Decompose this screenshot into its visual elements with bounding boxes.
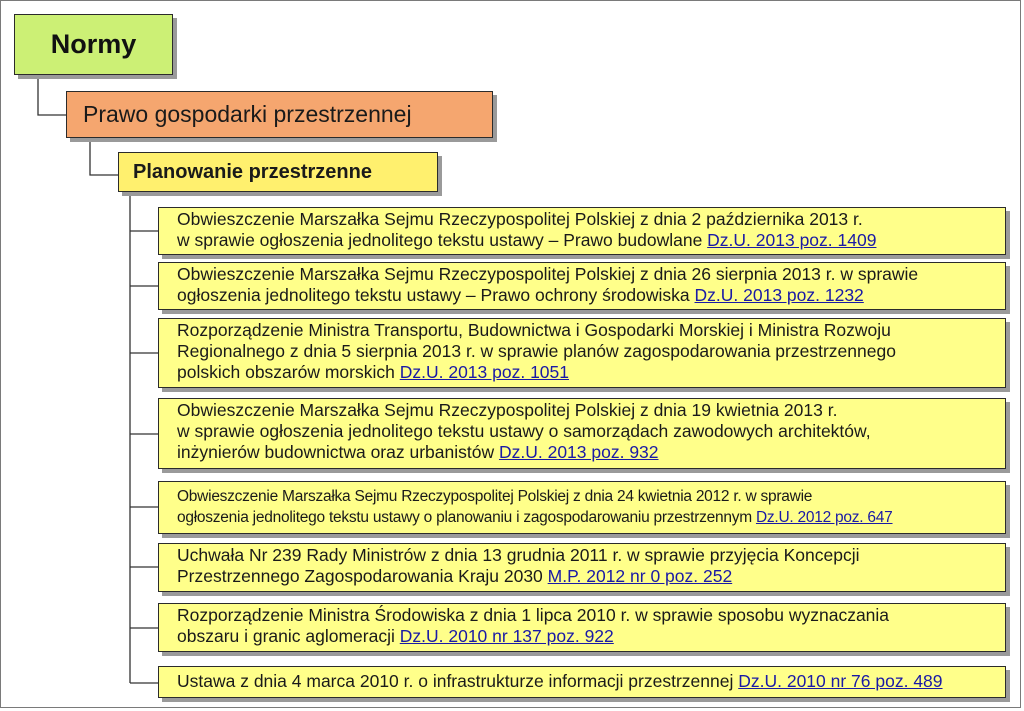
subcategory-node: Planowanie przestrzenne [118, 152, 438, 192]
document-text-line: polskich obszarów morskich Dz.U. 2013 poz. 1051 [177, 362, 569, 382]
document-item [158, 318, 1006, 388]
document-text-line: obszaru i granic aglomeracji Dz.U. 2010 nr 137 poz. 922 [177, 626, 614, 646]
document-text-line: Uchwała Nr 239 Rady Ministrów z dnia 13 grudnia 2011 r. w sprawie przyjęcia Koncepcji [177, 545, 860, 565]
document-item [158, 398, 1006, 469]
document-text-line: inżynierów budownictwa oraz urbanistów Dz.U. 2013 poz. 932 [177, 442, 659, 462]
document-text-line: w sprawie ogłoszenia jednolitego tekstu ustawy o samorządach zawodowych architektów, [177, 421, 871, 441]
document-item [158, 543, 1006, 592]
category-node: Prawo gospodarki przestrzennej [66, 91, 493, 138]
document-reference-link[interactable]: M.P. 2012 nr 0 poz. 252 [547, 566, 733, 586]
document-item [158, 666, 1006, 698]
document-text-line: Przestrzennego Zagospodarowania Kraju 2030 M.P. 2012 nr 0 poz. 252 [177, 566, 733, 586]
document-text-line: ogłoszenia jednolitego tekstu ustawy o planowaniu i zagospodarowaniu przestrzennym Dz.U. 2012 poz. 647 [177, 509, 893, 526]
connector-level1-level2 [90, 138, 118, 175]
document-text-line: w sprawie ogłoszenia jednolitego tekstu ustawy – Prawo budowlane Dz.U. 2013 poz. 1409 [177, 230, 877, 250]
document-item [158, 207, 1006, 255]
connector-root-level1 [38, 75, 66, 115]
document-text-line: Rozporządzenie Ministra Środowiska z dnia 1 lipca 2010 r. w sprawie sposobu wyznaczania [177, 605, 890, 625]
document-item [158, 481, 1006, 534]
document-text-line: Regionalnego z dnia 5 sierpnia 2013 r. w sprawie planów zagospodarowania przestrzennego [177, 341, 896, 361]
document-reference-link[interactable]: Dz.U. 2010 nr 76 poz. 489 [738, 671, 943, 691]
document-text-line: Obwieszczenie Marszałka Sejmu Rzeczypospolitej Polskiej z dnia 2 października 2013 r. [177, 209, 863, 229]
document-reference-link[interactable]: Dz.U. 2013 poz. 1232 [694, 285, 864, 305]
document-text-line: Obwieszczenie Marszałka Sejmu Rzeczypospolitej Polskiej z dnia 26 sierpnia 2013 r. w sprawie [177, 264, 919, 284]
document-reference-link[interactable]: Dz.U. 2013 poz. 1051 [399, 362, 569, 382]
document-text-line: Obwieszczenie Marszałka Sejmu Rzeczypospolitej Polskiej z dnia 19 kwietnia 2013 r. [177, 400, 838, 420]
document-reference-link[interactable]: Dz.U. 2013 poz. 1409 [707, 230, 877, 250]
document-item [158, 603, 1006, 652]
document-text-line: Rozporządzenie Ministra Transportu, Budownictwa i Gospodarki Morskiej i Ministra Rozwoju [177, 320, 891, 340]
document-reference-link[interactable]: Dz.U. 2013 poz. 932 [498, 442, 659, 462]
root-node: Normy [14, 14, 173, 75]
document-reference-link[interactable]: Dz.U. 2010 nr 137 poz. 922 [399, 626, 614, 646]
document-item [158, 262, 1006, 310]
document-text-line: ogłoszenia jednolitego tekstu ustawy – Prawo ochrony środowiska Dz.U. 2013 poz. 1232 [177, 285, 864, 305]
document-text-line: Ustawa z dnia 4 marca 2010 r. o infrastrukturze informacji przestrzennej Dz.U. 2010 nr 76 poz. 489 [177, 671, 943, 691]
document-text-line: Obwieszczenie Marszałka Sejmu Rzeczypospolitej Polskiej z dnia 24 kwietnia 2012 r. w sprawie [177, 488, 813, 505]
document-reference-link[interactable]: Dz.U. 2012 poz. 647 [755, 509, 893, 526]
